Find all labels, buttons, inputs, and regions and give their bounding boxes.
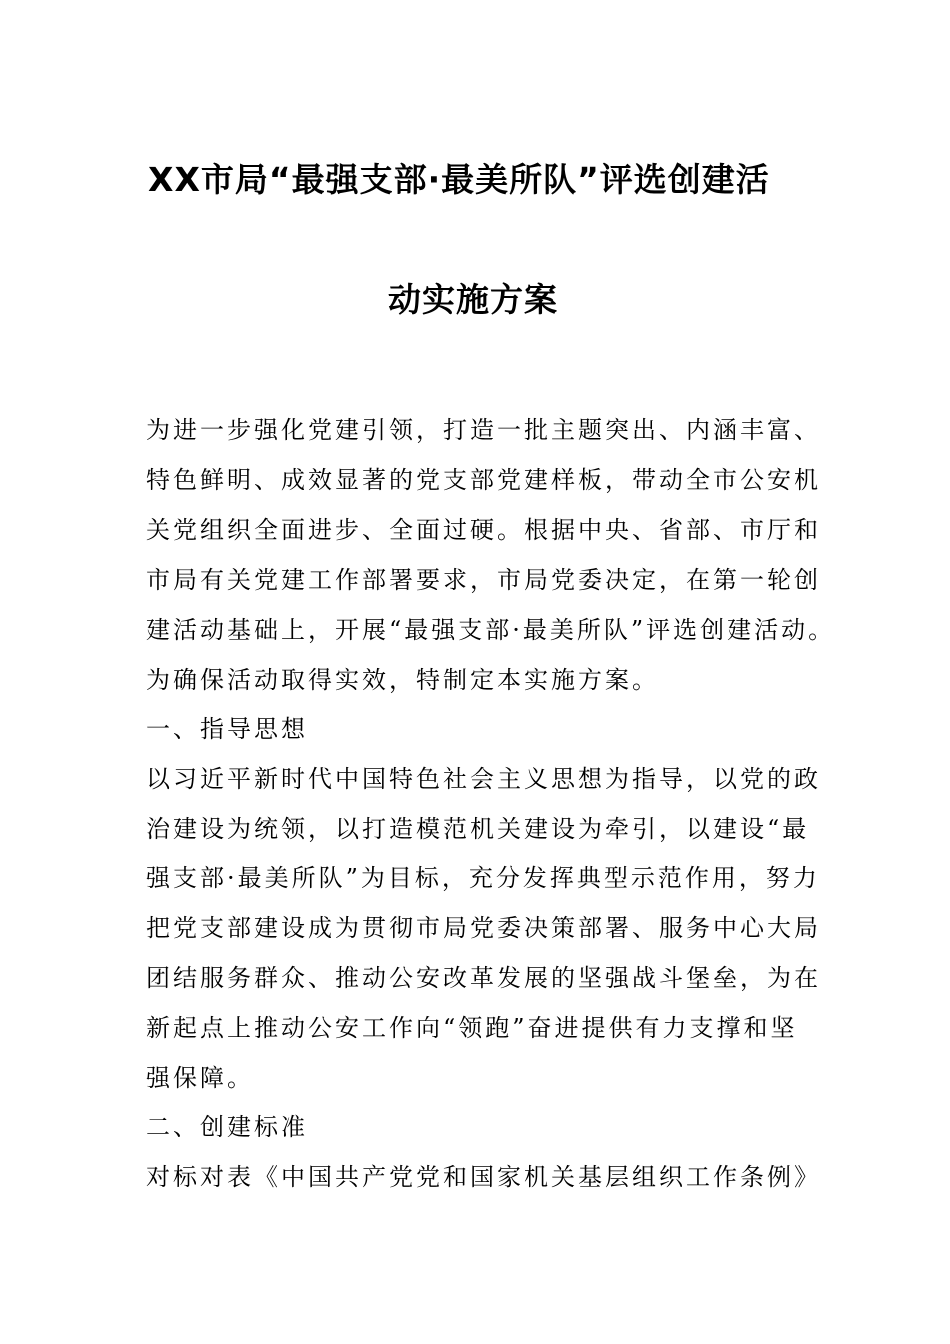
document-title-line-2: 动实施方案 xyxy=(388,280,558,319)
paragraph-line: 强保障。 xyxy=(146,1064,254,1092)
paragraph-line: 关党组织全面进步、全面过硬。根据中央、省部、市厅和 xyxy=(146,516,821,544)
paragraph-line: 市局有关党建工作部署要求，市局党委决定，在第一轮创 xyxy=(146,566,821,594)
paragraph-line: 新起点上推动公安工作向“领跑”奋进提供有力支撑和坚 xyxy=(146,1014,798,1042)
paragraph-line: 以习近平新时代中国特色社会主义思想为指导，以党的政 xyxy=(146,765,821,793)
section-heading: 二、创建标准 xyxy=(146,1113,308,1141)
paragraph-line: 为确保活动取得实效，特制定本实施方案。 xyxy=(146,666,659,694)
paragraph-line: 为进一步强化党建引领，打造一批主题突出、内涵丰富、 xyxy=(146,416,821,444)
paragraph-line: 强支部·最美所队”为目标，充分发挥典型示范作用，努力 xyxy=(146,864,820,892)
paragraph-line: 建活动基础上，开展“最强支部·最美所队”评选创建活动。 xyxy=(146,616,836,644)
paragraph-line: 特色鲜明、成效显著的党支部党建样板，带动全市公安机 xyxy=(146,466,821,494)
section-heading: 一、指导思想 xyxy=(146,715,308,743)
document-title-line-1: XX市局“最强支部·最美所队”评选创建活 xyxy=(148,160,770,199)
paragraph-line: 对标对表《中国共产党党和国家机关基层组织工作条例》 xyxy=(146,1163,821,1191)
paragraph-line: 团结服务群众、推动公安改革发展的坚强战斗堡垒，为在 xyxy=(146,964,821,992)
paragraph-line: 把党支部建设成为贯彻市局党委决策部署、服务中心大局 xyxy=(146,914,821,942)
paragraph-line: 治建设为统领，以打造模范机关建设为牵引，以建设“最 xyxy=(146,815,810,843)
